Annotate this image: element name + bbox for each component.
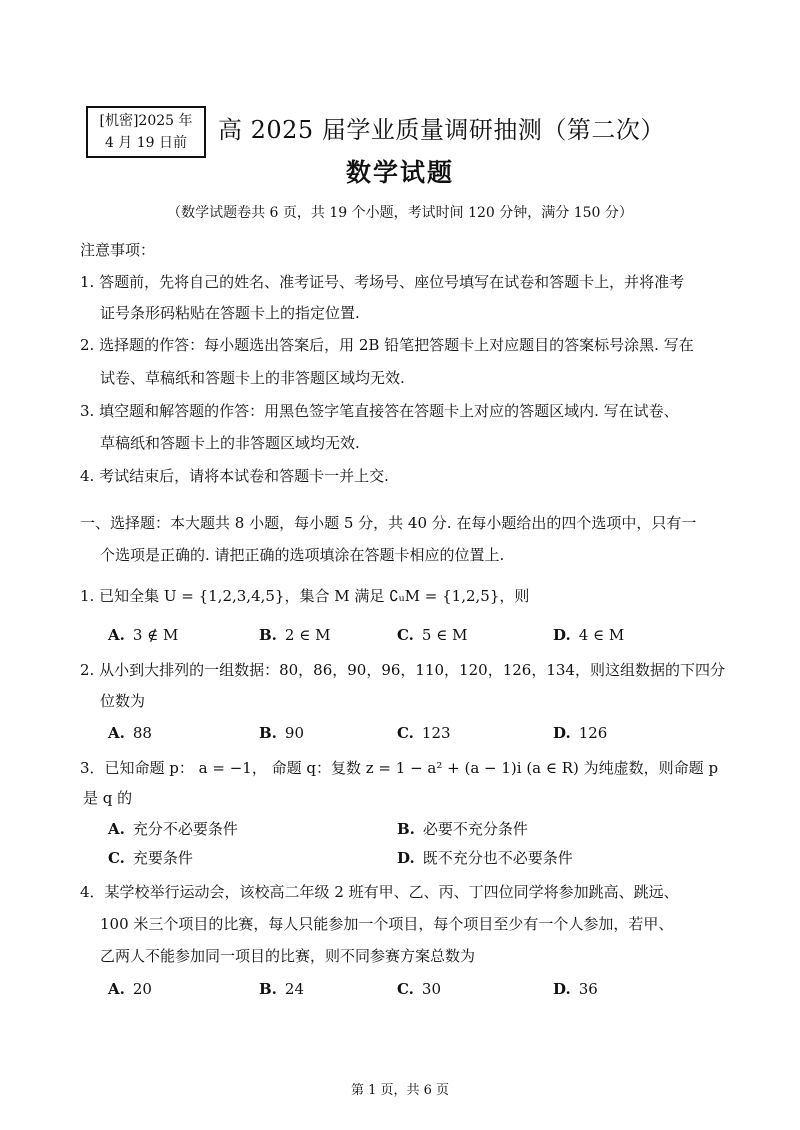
option-1d xyxy=(553,626,624,644)
option-text: 123 xyxy=(421,724,451,742)
option-label: A. xyxy=(108,980,125,998)
notice-item: 1. 答题前，先将自己的姓名、准考证号、考场号、座位号填写在试卷和答题卡上，并将准考 xyxy=(80,273,685,291)
option-label: C. xyxy=(397,724,414,742)
question-2-stem: 2. 从小到大排列的一组数据：80，86，90，96，110，120，126，134，则这组数据的下四分 xyxy=(80,661,725,679)
question-4-stem: 4．某学校举行运动会，该校高二年级 2 班有甲、乙、丙、丁四位同学将参加跳高、跳远、 xyxy=(80,883,679,901)
question-4-stem-cont: 100 米三个项目的比赛，每人只能参加一个项目，每个项目至少有一个人参加，若甲、 xyxy=(100,915,674,933)
notice-item: 3. 填空题和解答题的作答：用黑色签字笔直接答在答题卡上对应的答题区域内. 写在试卷、 xyxy=(80,402,679,420)
option-4d xyxy=(553,980,598,998)
option-text: 必要不充分条件 xyxy=(422,820,528,838)
option-label: C. xyxy=(397,980,414,998)
option-4a xyxy=(108,980,152,998)
option-label: B. xyxy=(259,980,277,998)
option-text: 36 xyxy=(578,980,598,998)
option-text: 2 ∈ M xyxy=(284,626,331,644)
question-4-stem-cont-2: 乙两人不能参加同一项目的比赛，则不同参赛方案总数为 xyxy=(100,947,476,965)
confidential-box xyxy=(86,106,206,158)
notice-item: 2. 选择题的作答：每小题选出答案后，用 2B 铅笔把答题卡上对应题目的答案标号涂黑. 写在 xyxy=(80,336,694,354)
option-3b xyxy=(397,818,528,839)
question-1-stem: 1. 已知全集 U = {1,2,3,4,5}，集合 M 满足 ∁ᵤM = {1,2,5}，则 xyxy=(80,587,530,605)
section-instruction: 个选项是正确的. 请把正确的选项填涂在答题卡相应的位置上. xyxy=(100,546,505,564)
option-text: 5 ∈ M xyxy=(421,626,468,644)
option-label: C. xyxy=(397,626,414,644)
option-text: 88 xyxy=(132,724,152,742)
option-3d xyxy=(397,847,573,868)
option-text: 充分不必要条件 xyxy=(132,820,238,838)
option-text: 30 xyxy=(421,980,441,998)
option-2d xyxy=(553,724,607,742)
option-4c xyxy=(397,980,441,998)
option-1a xyxy=(108,626,178,644)
option-label: D. xyxy=(553,724,571,742)
option-text: 4 ∈ M xyxy=(578,626,625,644)
option-label: C. xyxy=(108,849,125,867)
notice-item: 证号条形码粘贴在答题卡上的指定位置. xyxy=(100,304,360,322)
option-2c xyxy=(397,724,451,742)
option-1c xyxy=(397,626,467,644)
exam-title: 高 2025 届学业质量调研抽测（第二次） xyxy=(218,116,665,144)
option-3a xyxy=(108,818,238,839)
option-text: 充要条件 xyxy=(132,849,193,867)
option-text: 3 ∉ M xyxy=(132,626,179,644)
option-3c xyxy=(108,847,193,868)
option-2b xyxy=(259,724,304,742)
exam-info: （数学试题卷共 6 页，共 19 个小题，考试时间 120 分钟，满分 150 分） xyxy=(167,205,633,221)
notice-heading: 注意事项： xyxy=(80,241,156,259)
option-label: B. xyxy=(397,820,415,838)
confidential-line-2: 4 月 19 日前 xyxy=(104,135,188,151)
option-label: D. xyxy=(397,849,415,867)
question-3-stem: 3．已知命题 p： a = −1， 命题 q：复数 z = 1 − a² + (a − 1)i (a ∈ R) 为纯虚数，则命题 p xyxy=(80,759,719,777)
option-1b xyxy=(259,626,330,644)
option-text: 既不充分也不必要条件 xyxy=(422,849,573,867)
option-label: D. xyxy=(553,626,571,644)
option-text: 126 xyxy=(578,724,608,742)
option-4b xyxy=(259,980,304,998)
option-text: 20 xyxy=(132,980,152,998)
option-label: B. xyxy=(259,626,277,644)
option-label: B. xyxy=(259,724,277,742)
notice-item: 草稿纸和答题卡上的非答题区域均无效. xyxy=(100,434,360,452)
confidential-line-1: [机密]2025 年 xyxy=(99,113,193,129)
question-3-stem-cont: 是 q 的 xyxy=(83,789,133,807)
option-text: 90 xyxy=(284,724,304,742)
option-label: A. xyxy=(108,724,125,742)
notice-item: 试卷、草稿纸和答题卡上的非答题区域均无效. xyxy=(100,369,405,387)
option-2a xyxy=(108,724,152,742)
page-number: 第 1 页，共 6 页 xyxy=(350,1083,450,1098)
option-label: A. xyxy=(108,626,125,644)
subject-title: 数学试题 xyxy=(345,158,454,187)
section-heading: 一、选择题：本大题共 8 小题，每小题 5 分，共 40 分. 在每小题给出的四个选项中，只有一 xyxy=(80,514,697,532)
option-text: 24 xyxy=(284,980,304,998)
option-label: D. xyxy=(553,980,571,998)
option-label: A. xyxy=(108,820,125,838)
notice-item: 4. 考试结束后，请将本试卷和答题卡一并上交. xyxy=(80,467,389,485)
question-2-stem-cont: 位数为 xyxy=(100,692,146,710)
